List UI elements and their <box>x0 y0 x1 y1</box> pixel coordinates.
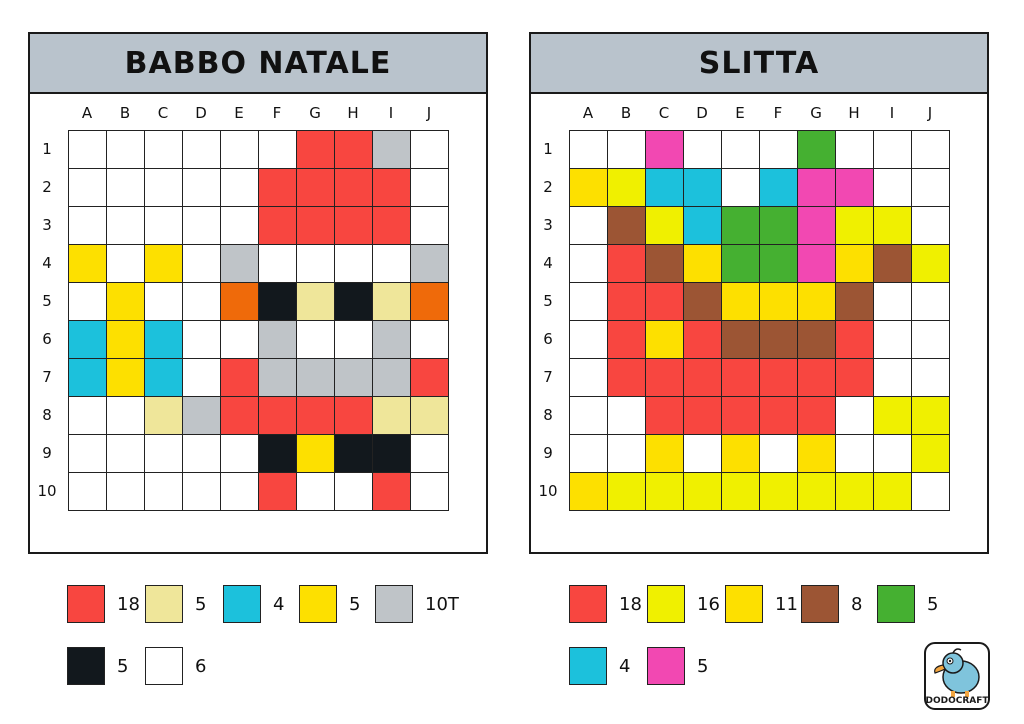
legend-swatch <box>67 585 105 623</box>
grid-cell-E9 <box>722 435 760 473</box>
panel-slitta <box>529 32 989 554</box>
grid-cell-G1 <box>798 131 836 169</box>
grid-cell-A10 <box>570 473 608 511</box>
grid-cell-H1 <box>335 131 373 169</box>
grid-cell-C9 <box>646 435 684 473</box>
panel-title: SLITTA <box>531 34 987 94</box>
grid-cell-C1 <box>646 131 684 169</box>
grid-cell-I4 <box>373 245 411 283</box>
grid-cell-J7 <box>912 359 950 397</box>
grid-cell-J1 <box>912 131 950 169</box>
grid-cell-D10 <box>183 473 221 511</box>
grid-cell-E4 <box>722 245 760 283</box>
row-label: 5 <box>543 292 553 310</box>
legend-item <box>877 585 938 623</box>
column-label: D <box>195 104 207 122</box>
grid-cell-A7 <box>570 359 608 397</box>
grid-cell-H3 <box>836 207 874 245</box>
grid-cell-F10 <box>760 473 798 511</box>
row-label: 8 <box>543 406 553 424</box>
grid-cell-F8 <box>760 397 798 435</box>
grid-cell-A2 <box>570 169 608 207</box>
grid-cell-J2 <box>411 169 449 207</box>
legend-count: 5 <box>927 593 939 615</box>
column-label: G <box>309 104 321 122</box>
grid-cell-B10 <box>107 473 145 511</box>
grid-cell-I5 <box>874 283 912 321</box>
grid-cell-I10 <box>373 473 411 511</box>
column-label: B <box>620 104 632 122</box>
grid-cell-G5 <box>297 283 335 321</box>
legend-item <box>145 647 206 685</box>
grid-cell-H7 <box>836 359 874 397</box>
grid-cell-A7 <box>69 359 107 397</box>
column-label: C <box>658 104 670 122</box>
grid-cell-A6 <box>69 321 107 359</box>
legend-count: 5 <box>117 655 129 677</box>
legend-item <box>647 585 720 623</box>
grid-cell-J1 <box>411 131 449 169</box>
grid-cell-D2 <box>183 169 221 207</box>
legend-count: 8 <box>851 593 863 615</box>
grid-cell-H9 <box>335 435 373 473</box>
grid-cell-C9 <box>145 435 183 473</box>
grid-cell-I3 <box>373 207 411 245</box>
grid-cell-D6 <box>183 321 221 359</box>
column-label: J <box>426 104 432 122</box>
grid-cell-I10 <box>874 473 912 511</box>
grid-cell-F4 <box>259 245 297 283</box>
grid-cell-F10 <box>259 473 297 511</box>
grid-cell-I9 <box>373 435 411 473</box>
grid-cell-I2 <box>874 169 912 207</box>
legend-swatch <box>145 585 183 623</box>
grid-area <box>30 94 486 554</box>
grid-cell-I2 <box>373 169 411 207</box>
legend-item <box>375 585 459 623</box>
grid-cell-B6 <box>608 321 646 359</box>
grid-cell-A4 <box>570 245 608 283</box>
legend-item <box>299 585 360 623</box>
row-label: 4 <box>543 254 553 272</box>
row-label: 2 <box>543 178 553 196</box>
grid-cell-E9 <box>221 435 259 473</box>
row-label: 7 <box>543 368 553 386</box>
legend-swatch <box>877 585 915 623</box>
grid-cell-G5 <box>798 283 836 321</box>
grid-cell-E1 <box>221 131 259 169</box>
grid-cell-A4 <box>69 245 107 283</box>
legend-swatch <box>725 585 763 623</box>
grid-cell-C2 <box>646 169 684 207</box>
grid-cell-H4 <box>836 245 874 283</box>
grid-cell-I1 <box>373 131 411 169</box>
legend-swatch <box>375 585 413 623</box>
grid-cell-C5 <box>646 283 684 321</box>
grid-cell-A3 <box>570 207 608 245</box>
grid-cell-J8 <box>411 397 449 435</box>
legend-count: 5 <box>195 593 207 615</box>
grid-cell-G2 <box>297 169 335 207</box>
grid-cell-H6 <box>335 321 373 359</box>
legend-swatch <box>67 647 105 685</box>
grid-cell-C4 <box>145 245 183 283</box>
grid-cell-D3 <box>684 207 722 245</box>
grid-cell-H8 <box>335 397 373 435</box>
grid-cell-F7 <box>760 359 798 397</box>
grid-cell-I3 <box>874 207 912 245</box>
column-label: A <box>582 104 594 122</box>
column-label: J <box>927 104 933 122</box>
column-label: F <box>272 104 282 122</box>
grid-cell-A8 <box>69 397 107 435</box>
grid-cell-E8 <box>722 397 760 435</box>
grid-cell-H3 <box>335 207 373 245</box>
column-label: C <box>157 104 169 122</box>
grid-cell-A8 <box>570 397 608 435</box>
grid-cell-D4 <box>684 245 722 283</box>
grid-cell-D1 <box>183 131 221 169</box>
legend-item <box>801 585 862 623</box>
legend-item <box>67 647 128 685</box>
color-grid <box>68 130 449 511</box>
grid-cell-G9 <box>798 435 836 473</box>
legend-count: 4 <box>273 593 285 615</box>
grid-cell-G3 <box>297 207 335 245</box>
legend-item <box>67 585 140 623</box>
grid-cell-J5 <box>411 283 449 321</box>
grid-cell-D1 <box>684 131 722 169</box>
dodocraft-logo <box>923 641 991 711</box>
row-label: 1 <box>42 140 52 158</box>
grid-cell-E8 <box>221 397 259 435</box>
row-label: 1 <box>543 140 553 158</box>
grid-cell-I4 <box>874 245 912 283</box>
grid-cell-C2 <box>145 169 183 207</box>
grid-cell-E2 <box>221 169 259 207</box>
grid-cell-A2 <box>69 169 107 207</box>
color-grid <box>569 130 950 511</box>
grid-cell-J3 <box>912 207 950 245</box>
grid-cell-E10 <box>221 473 259 511</box>
grid-cell-G4 <box>798 245 836 283</box>
grid-cell-D7 <box>684 359 722 397</box>
row-label: 9 <box>42 444 52 462</box>
grid-cell-J4 <box>912 245 950 283</box>
grid-cell-B7 <box>608 359 646 397</box>
legend-count: 5 <box>349 593 361 615</box>
grid-cell-D7 <box>183 359 221 397</box>
grid-cell-F6 <box>760 321 798 359</box>
row-label: 5 <box>42 292 52 310</box>
grid-cell-J9 <box>411 435 449 473</box>
grid-cell-C6 <box>145 321 183 359</box>
grid-cell-E7 <box>722 359 760 397</box>
grid-cell-F9 <box>760 435 798 473</box>
grid-cell-B9 <box>608 435 646 473</box>
column-label: H <box>347 104 359 122</box>
grid-cell-A5 <box>570 283 608 321</box>
grid-cell-G1 <box>297 131 335 169</box>
grid-cell-E6 <box>221 321 259 359</box>
row-label: 3 <box>543 216 553 234</box>
grid-cell-G9 <box>297 435 335 473</box>
grid-cell-B3 <box>107 207 145 245</box>
grid-cell-G8 <box>798 397 836 435</box>
grid-cell-C6 <box>646 321 684 359</box>
grid-cell-C1 <box>145 131 183 169</box>
grid-cell-I8 <box>874 397 912 435</box>
grid-cell-I5 <box>373 283 411 321</box>
legend-count: 6 <box>195 655 207 677</box>
legend-swatch <box>569 647 607 685</box>
row-label: 2 <box>42 178 52 196</box>
grid-cell-B2 <box>107 169 145 207</box>
grid-cell-H1 <box>836 131 874 169</box>
grid-cell-H10 <box>335 473 373 511</box>
grid-cell-G10 <box>297 473 335 511</box>
grid-cell-J4 <box>411 245 449 283</box>
grid-cell-H10 <box>836 473 874 511</box>
grid-cell-H6 <box>836 321 874 359</box>
grid-cell-H5 <box>836 283 874 321</box>
grid-cell-B6 <box>107 321 145 359</box>
grid-cell-J9 <box>912 435 950 473</box>
grid-cell-A10 <box>69 473 107 511</box>
row-label: 7 <box>42 368 52 386</box>
grid-cell-A9 <box>570 435 608 473</box>
grid-cell-J10 <box>411 473 449 511</box>
grid-cell-C8 <box>646 397 684 435</box>
grid-cell-E7 <box>221 359 259 397</box>
grid-cell-G6 <box>297 321 335 359</box>
grid-cell-C10 <box>145 473 183 511</box>
grid-area <box>531 94 987 554</box>
grid-cell-E5 <box>722 283 760 321</box>
grid-cell-G2 <box>798 169 836 207</box>
grid-cell-C7 <box>145 359 183 397</box>
grid-cell-F1 <box>259 131 297 169</box>
grid-cell-J6 <box>912 321 950 359</box>
legend-swatch <box>299 585 337 623</box>
grid-cell-H5 <box>335 283 373 321</box>
column-label: B <box>119 104 131 122</box>
grid-cell-B8 <box>107 397 145 435</box>
grid-cell-I9 <box>874 435 912 473</box>
legend-count: 16 <box>697 593 720 615</box>
legend-swatch <box>647 585 685 623</box>
grid-cell-E6 <box>722 321 760 359</box>
grid-cell-I7 <box>373 359 411 397</box>
legend-count: 18 <box>117 593 140 615</box>
grid-cell-I1 <box>874 131 912 169</box>
column-label: E <box>735 104 745 122</box>
legend-item <box>145 585 206 623</box>
grid-cell-J2 <box>912 169 950 207</box>
grid-cell-F5 <box>760 283 798 321</box>
grid-cell-D9 <box>684 435 722 473</box>
grid-cell-B2 <box>608 169 646 207</box>
row-label: 6 <box>42 330 52 348</box>
column-label: I <box>388 104 394 122</box>
grid-cell-I7 <box>874 359 912 397</box>
column-label: G <box>810 104 822 122</box>
grid-cell-G7 <box>798 359 836 397</box>
column-label: A <box>81 104 93 122</box>
grid-cell-A9 <box>69 435 107 473</box>
grid-cell-D5 <box>183 283 221 321</box>
row-label: 10 <box>538 482 558 500</box>
grid-cell-G3 <box>798 207 836 245</box>
grid-cell-G6 <box>798 321 836 359</box>
grid-cell-A6 <box>570 321 608 359</box>
grid-cell-C8 <box>145 397 183 435</box>
grid-cell-J3 <box>411 207 449 245</box>
grid-cell-D8 <box>684 397 722 435</box>
legend-count: 11 <box>775 593 798 615</box>
row-label: 3 <box>42 216 52 234</box>
grid-cell-E1 <box>722 131 760 169</box>
grid-cell-J6 <box>411 321 449 359</box>
grid-cell-D6 <box>684 321 722 359</box>
grid-cell-B8 <box>608 397 646 435</box>
legend-item <box>647 647 708 685</box>
grid-cell-E4 <box>221 245 259 283</box>
row-label: 4 <box>42 254 52 272</box>
grid-cell-D2 <box>684 169 722 207</box>
grid-cell-C3 <box>145 207 183 245</box>
grid-cell-F6 <box>259 321 297 359</box>
grid-cell-D4 <box>183 245 221 283</box>
legend-item <box>223 585 284 623</box>
grid-cell-C4 <box>646 245 684 283</box>
grid-cell-F2 <box>259 169 297 207</box>
grid-cell-B1 <box>608 131 646 169</box>
row-label: 9 <box>543 444 553 462</box>
legend-swatch <box>569 585 607 623</box>
grid-cell-G10 <box>798 473 836 511</box>
grid-cell-A1 <box>570 131 608 169</box>
grid-cell-C10 <box>646 473 684 511</box>
grid-cell-B7 <box>107 359 145 397</box>
panel-title: BABBO NATALE <box>30 34 486 94</box>
grid-cell-A5 <box>69 283 107 321</box>
grid-cell-B4 <box>608 245 646 283</box>
grid-cell-B3 <box>608 207 646 245</box>
row-label: 10 <box>37 482 57 500</box>
column-label: F <box>773 104 783 122</box>
grid-cell-J8 <box>912 397 950 435</box>
grid-cell-F8 <box>259 397 297 435</box>
grid-cell-E3 <box>722 207 760 245</box>
column-label: D <box>696 104 708 122</box>
grid-cell-I8 <box>373 397 411 435</box>
grid-cell-F2 <box>760 169 798 207</box>
grid-cell-B5 <box>608 283 646 321</box>
grid-cell-G7 <box>297 359 335 397</box>
legend-count: 5 <box>697 655 709 677</box>
logo-text: DODOCRAFT <box>925 696 989 706</box>
legend-item <box>569 585 642 623</box>
grid-cell-B9 <box>107 435 145 473</box>
grid-cell-D10 <box>684 473 722 511</box>
column-label: H <box>848 104 860 122</box>
grid-cell-H2 <box>335 169 373 207</box>
grid-cell-B1 <box>107 131 145 169</box>
grid-cell-D3 <box>183 207 221 245</box>
grid-cell-J5 <box>912 283 950 321</box>
row-label: 6 <box>543 330 553 348</box>
grid-cell-C5 <box>145 283 183 321</box>
grid-cell-H7 <box>335 359 373 397</box>
column-label: E <box>234 104 244 122</box>
grid-cell-F7 <box>259 359 297 397</box>
row-label: 8 <box>42 406 52 424</box>
grid-cell-F3 <box>259 207 297 245</box>
grid-cell-B4 <box>107 245 145 283</box>
grid-cell-D9 <box>183 435 221 473</box>
legend-swatch <box>145 647 183 685</box>
legend-item <box>569 647 630 685</box>
grid-cell-E3 <box>221 207 259 245</box>
grid-cell-B10 <box>608 473 646 511</box>
grid-cell-F3 <box>760 207 798 245</box>
grid-cell-D5 <box>684 283 722 321</box>
grid-cell-F4 <box>760 245 798 283</box>
legend-swatch <box>223 585 261 623</box>
grid-cell-F9 <box>259 435 297 473</box>
grid-cell-D8 <box>183 397 221 435</box>
grid-cell-A1 <box>69 131 107 169</box>
legend-swatch <box>801 585 839 623</box>
grid-cell-E5 <box>221 283 259 321</box>
grid-cell-A3 <box>69 207 107 245</box>
grid-cell-C3 <box>646 207 684 245</box>
grid-cell-E10 <box>722 473 760 511</box>
grid-cell-E2 <box>722 169 760 207</box>
legend-swatch <box>647 647 685 685</box>
grid-cell-G4 <box>297 245 335 283</box>
grid-cell-G8 <box>297 397 335 435</box>
panel-babbo-natale <box>28 32 488 554</box>
legend-count: 4 <box>619 655 631 677</box>
grid-cell-F1 <box>760 131 798 169</box>
grid-cell-J10 <box>912 473 950 511</box>
legend-item <box>725 585 798 623</box>
column-label: I <box>889 104 895 122</box>
grid-cell-I6 <box>874 321 912 359</box>
grid-cell-J7 <box>411 359 449 397</box>
legend-count: 18 <box>619 593 642 615</box>
grid-cell-H2 <box>836 169 874 207</box>
grid-cell-I6 <box>373 321 411 359</box>
grid-cell-H4 <box>335 245 373 283</box>
legend-count: 10T <box>425 593 459 615</box>
grid-cell-H8 <box>836 397 874 435</box>
grid-cell-H9 <box>836 435 874 473</box>
grid-cell-B5 <box>107 283 145 321</box>
grid-cell-F5 <box>259 283 297 321</box>
grid-cell-C7 <box>646 359 684 397</box>
